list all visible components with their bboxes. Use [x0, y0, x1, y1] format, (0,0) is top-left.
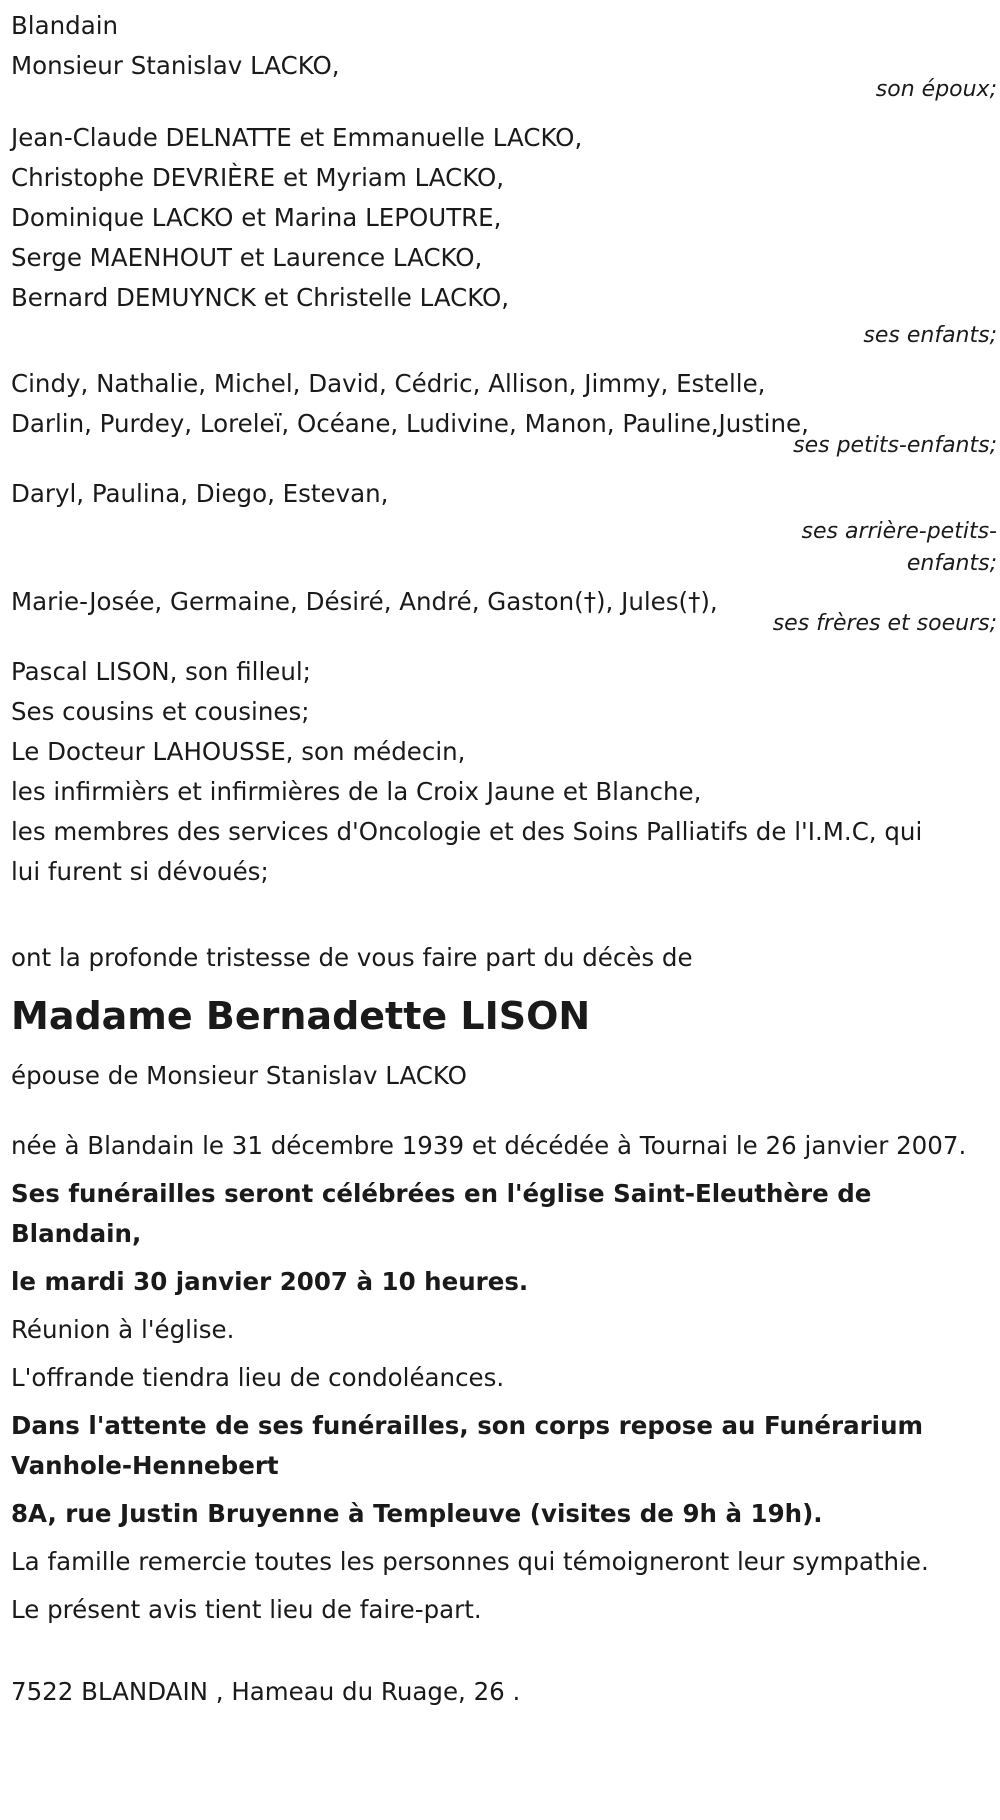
- grandchildren-line: Cindy, Nathalie, Michel, David, Cédric, Allison, Jimmy, Estelle,: [11, 369, 766, 398]
- birth-death-text: née à Blandain le 31 décembre 1939 et décédée à Tournai le 26 janvier 2007.: [11, 1131, 967, 1160]
- great-grandchildren-role: ses arrière-petits-: [801, 519, 997, 544]
- funeral-resting-place: Dans l'attente de ses funérailles, son corps repose au Funérarium Vanhole-Hennebert: [11, 1411, 924, 1480]
- child-line: Dominique LACKO et Marina LEPOUTRE,: [11, 203, 502, 232]
- other-relation-line: Ses cousins et cousines;: [11, 697, 310, 726]
- funeral-meeting: Réunion à l'église.: [11, 1315, 235, 1344]
- other-relation-line: les infirmièrs et infirmières de la Croix Jaune et Blanche,: [11, 777, 702, 806]
- grandchildren-line: Darlin, Purdey, Loreleï, Océane, Ludivine, Manon, Pauline,Justine,: [11, 409, 809, 438]
- deceased-spouse-of: épouse de Monsieur Stanislav LACKO: [11, 1061, 467, 1090]
- siblings-role: ses frères et soeurs;: [772, 611, 997, 636]
- funeral-offering: L'offrande tiendra lieu de condoléances.: [11, 1363, 505, 1392]
- children-role: ses enfants;: [863, 323, 997, 348]
- spouse-role: son époux;: [875, 77, 997, 102]
- other-relation-line: les membres des services d'Oncologie et des Soins Palliatifs de l'I.M.C, qui: [11, 817, 923, 846]
- funeral-address: 8A, rue Justin Bruyenne à Templeuve (visites de 9h à 19h).: [11, 1499, 823, 1528]
- spouse-name: Monsieur Stanislav LACKO,: [11, 51, 340, 80]
- family-thanks: La famille remercie toutes les personnes qui témoigneront leur sympathie.: [11, 1547, 929, 1576]
- great-grandchildren-role-cont: enfants;: [906, 551, 997, 576]
- grandchildren-role: ses petits-enfants;: [793, 433, 997, 458]
- other-relation-line: Pascal LISON, son filleul;: [11, 657, 311, 686]
- footer-address: 7522 BLANDAIN , Hameau du Ruage, 26 .: [11, 1677, 521, 1706]
- child-line: Serge MAENHOUT et Laurence LACKO,: [11, 243, 483, 272]
- funeral-date: le mardi 30 janvier 2007 à 10 heures.: [11, 1267, 529, 1296]
- obituary-content: [11, 6, 997, 1712]
- locality: Blandain: [11, 11, 119, 40]
- other-relation-line: lui furent si dévoués;: [11, 857, 269, 886]
- child-line: Bernard DEMUYNCK et Christelle LACKO,: [11, 283, 510, 312]
- announcement-text: ont la profonde tristesse de vous faire part du décès de: [11, 943, 693, 972]
- deceased-name: Madame Bernadette LISON: [11, 994, 591, 1038]
- siblings-line: Marie-Josée, Germaine, Désiré, André, Gaston(†), Jules(†),: [11, 587, 718, 616]
- notice-text: Le présent avis tient lieu de faire-part.: [11, 1595, 482, 1624]
- other-relation-line: Le Docteur LAHOUSSE, son médecin,: [11, 737, 466, 766]
- child-line: Jean-Claude DELNATTE et Emmanuelle LACKO,: [11, 123, 583, 152]
- great-grandchildren-line: Daryl, Paulina, Diego, Estevan,: [11, 479, 389, 508]
- child-line: Christophe DEVRIÈRE et Myriam LACKO,: [11, 163, 505, 192]
- funeral-ceremony: Ses funérailles seront célébrées en l'église Saint-Eleuthère de Blandain,: [11, 1179, 872, 1248]
